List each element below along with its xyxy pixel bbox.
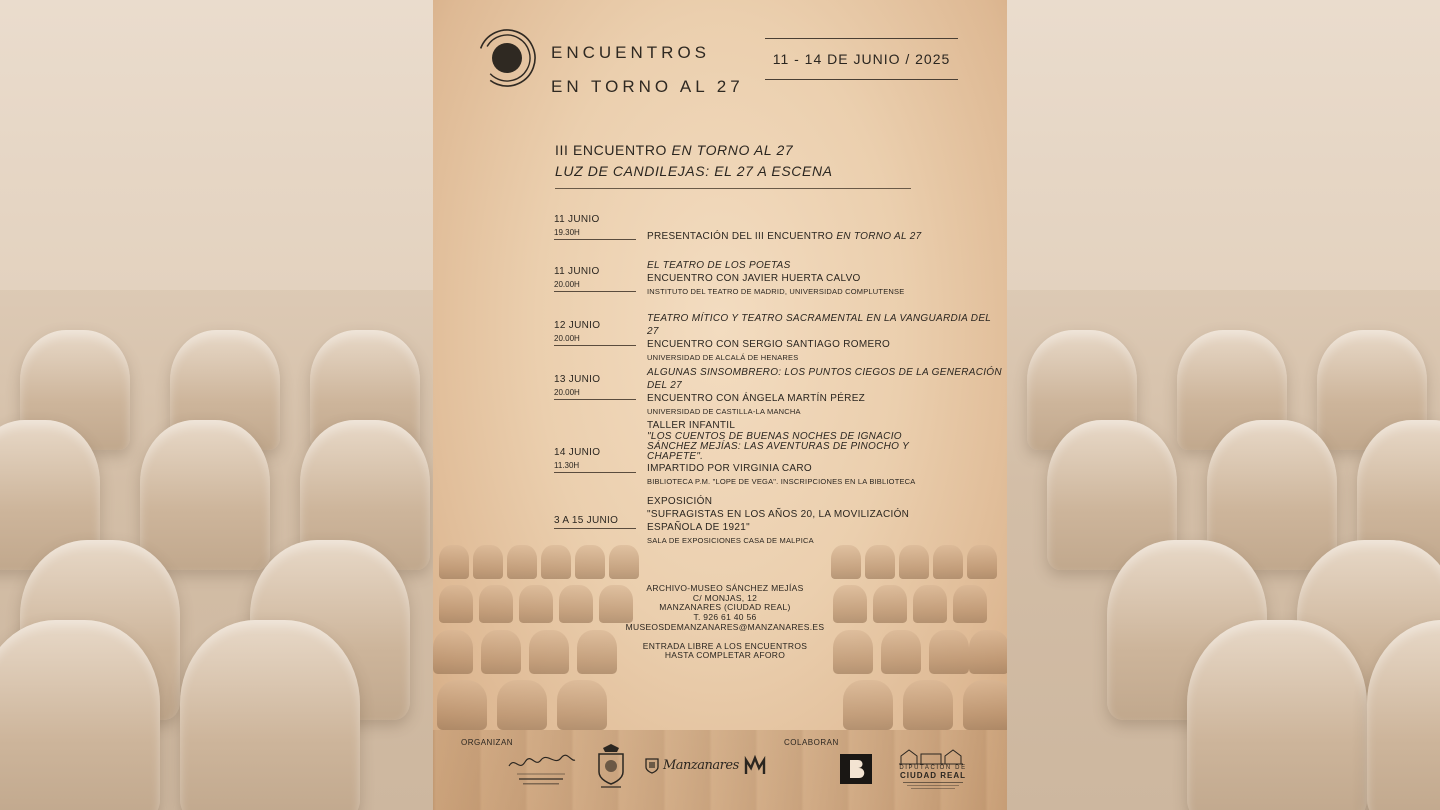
museums-mark-icon [743, 754, 767, 778]
program-date: 13 JUNIO [554, 374, 601, 385]
program-date-cell [554, 266, 636, 292]
program-subject: ALGUNAS SINSOMBRERO: LOS PUNTOS CIEGOS DE LA GENERACIÓN DEL 27 [647, 367, 1002, 391]
brand-line1: ENCUENTROS [551, 43, 711, 62]
program-affiliation: UNIVERSIDAD DE ALCALÁ DE HENARES [647, 353, 799, 362]
program-time: 20.00H [554, 388, 580, 397]
background-right [1007, 0, 1440, 810]
program-info [647, 366, 1007, 418]
colaboran-label: COLABORAN [784, 738, 839, 747]
event-title-line2: LUZ DE CANDILEJAS: EL 27 A ESCENA [555, 163, 833, 179]
program-description: PRESENTACIÓN DEL III ENCUENTRO [647, 231, 837, 242]
program-affiliation: SALA DE EXPOSICIONES CASA DE MALPICA [647, 536, 814, 545]
contact-email[interactable]: MUSEOSDEMANZANARES@MANZANARES.ES [625, 621, 825, 632]
program-date: 11 JUNIO [554, 266, 600, 277]
program-date-cell [554, 374, 636, 400]
program-affiliation: UNIVERSIDAD DE CASTILLA-LA MANCHA [647, 407, 801, 416]
program-time: 11.30H [554, 461, 580, 470]
event-dates: 11 - 14 DE JUNIO / 2025 [765, 38, 958, 80]
program-subject: "LOS CUENTOS DE BUENAS NOCHES DE IGNACIO SÁNCHEZ MEJÍAS: LAS AVENTURAS DE PINOCHO Y CHAPETE". [647, 431, 909, 462]
program-info [647, 230, 997, 243]
background-left [0, 0, 433, 810]
program-time: 20.00H [554, 280, 580, 289]
diputacion-logo [899, 764, 967, 791]
program-date-cell [554, 447, 636, 473]
program-time: 19.30H [554, 228, 580, 237]
contact-city: MANZANARES (CIUDAD REAL) [659, 602, 791, 613]
wall-band [0, 0, 433, 290]
contact-block [593, 584, 857, 661]
event-heading [555, 140, 911, 189]
event-title-plain: III ENCUENTRO [555, 142, 672, 158]
diputacion-line2: CIUDAD REAL [899, 771, 967, 780]
program-speaker: ENCUENTRO CON SERGIO SANTIAGO ROMERO [647, 339, 891, 350]
entry-note-line1: ENTRADA LIBRE A LOS ENCUENTROS [642, 640, 808, 651]
program-date: 12 JUNIO [554, 320, 601, 331]
program-type: TALLER INFANTIL [647, 420, 736, 431]
program-info [647, 495, 957, 547]
poster [433, 0, 1007, 810]
seat-shape [0, 620, 160, 810]
organizan-label: ORGANIZAN [461, 738, 514, 747]
program-affiliation: INSTITUTO DEL TEATRO DE MADRID, UNIVERSIDAD COMPLUTENSE [647, 287, 905, 296]
program-date-cell [554, 214, 636, 240]
program-subject: TEATRO MÍTICO Y TEATRO SACRAMENTAL EN LA VANGUARDIA DEL 27 [647, 313, 991, 337]
wall-band [1007, 0, 1440, 290]
event-title-italic: EN TORNO AL 27 [671, 142, 794, 158]
seat-shape [140, 420, 270, 570]
program-info [647, 312, 997, 364]
program-date-cell [554, 515, 636, 529]
program-subject: "SUFRAGISTAS EN LOS AÑOS 20, LA MOVILIZACIÓN ESPAÑOLA DE 1921" [647, 509, 910, 533]
diputacion-line1: DIPUTACIÓN DE [899, 765, 967, 771]
seat-shape [180, 620, 360, 810]
brand-title [551, 36, 744, 104]
diputacion-building-icon [899, 746, 963, 766]
program-description-italic: EN TORNO AL 27 [836, 231, 922, 242]
manzanares-logo: Manzanares [663, 758, 739, 773]
contact-street: C/ MONJAS, 12 [692, 592, 758, 603]
program-date: 11 JUNIO [554, 214, 600, 225]
program-speaker: ENCUENTRO CON ÁNGELA MARTÍN PÉREZ [647, 393, 866, 404]
biblioteca-logo-icon [838, 752, 874, 786]
program-info [647, 259, 997, 298]
encuentros-logo-icon [477, 28, 537, 88]
program-date: 14 JUNIO [554, 447, 601, 458]
program-speaker: ENCUENTRO CON JAVIER HUERTA CALVO [647, 273, 861, 284]
program-date: 3 A 15 JUNIO [554, 515, 619, 526]
program-subject: EL TEATRO DE LOS POETAS [647, 260, 791, 271]
seat-shape [1187, 620, 1367, 810]
archivo-museo-signature-logo [505, 752, 577, 788]
program-speaker: IMPARTIDO POR VIRGINIA CARO [647, 463, 812, 474]
ayuntamiento-crest-icon [591, 744, 631, 790]
event-title-line1 [555, 140, 911, 161]
contact-phone: T. 926 61 40 56 [693, 612, 757, 623]
contact-venue: ARCHIVO-MUSEO SÁNCHEZ MEJÍAS [646, 583, 804, 593]
manzanares-shield-icon [644, 757, 660, 775]
entry-note-line2: HASTA COMPLETAR AFORO [664, 650, 786, 661]
brand-line2: EN TORNO AL 27 [551, 77, 744, 96]
program-type: EXPOSICIÓN [647, 496, 713, 507]
program-time: 20.00H [554, 334, 580, 343]
program-affiliation: BIBLIOTECA P.M. "LOPE DE VEGA". INSCRIPCIONES EN LA BIBLIOTECA [647, 477, 916, 486]
program-date-cell [554, 320, 636, 346]
program-info [647, 419, 937, 488]
